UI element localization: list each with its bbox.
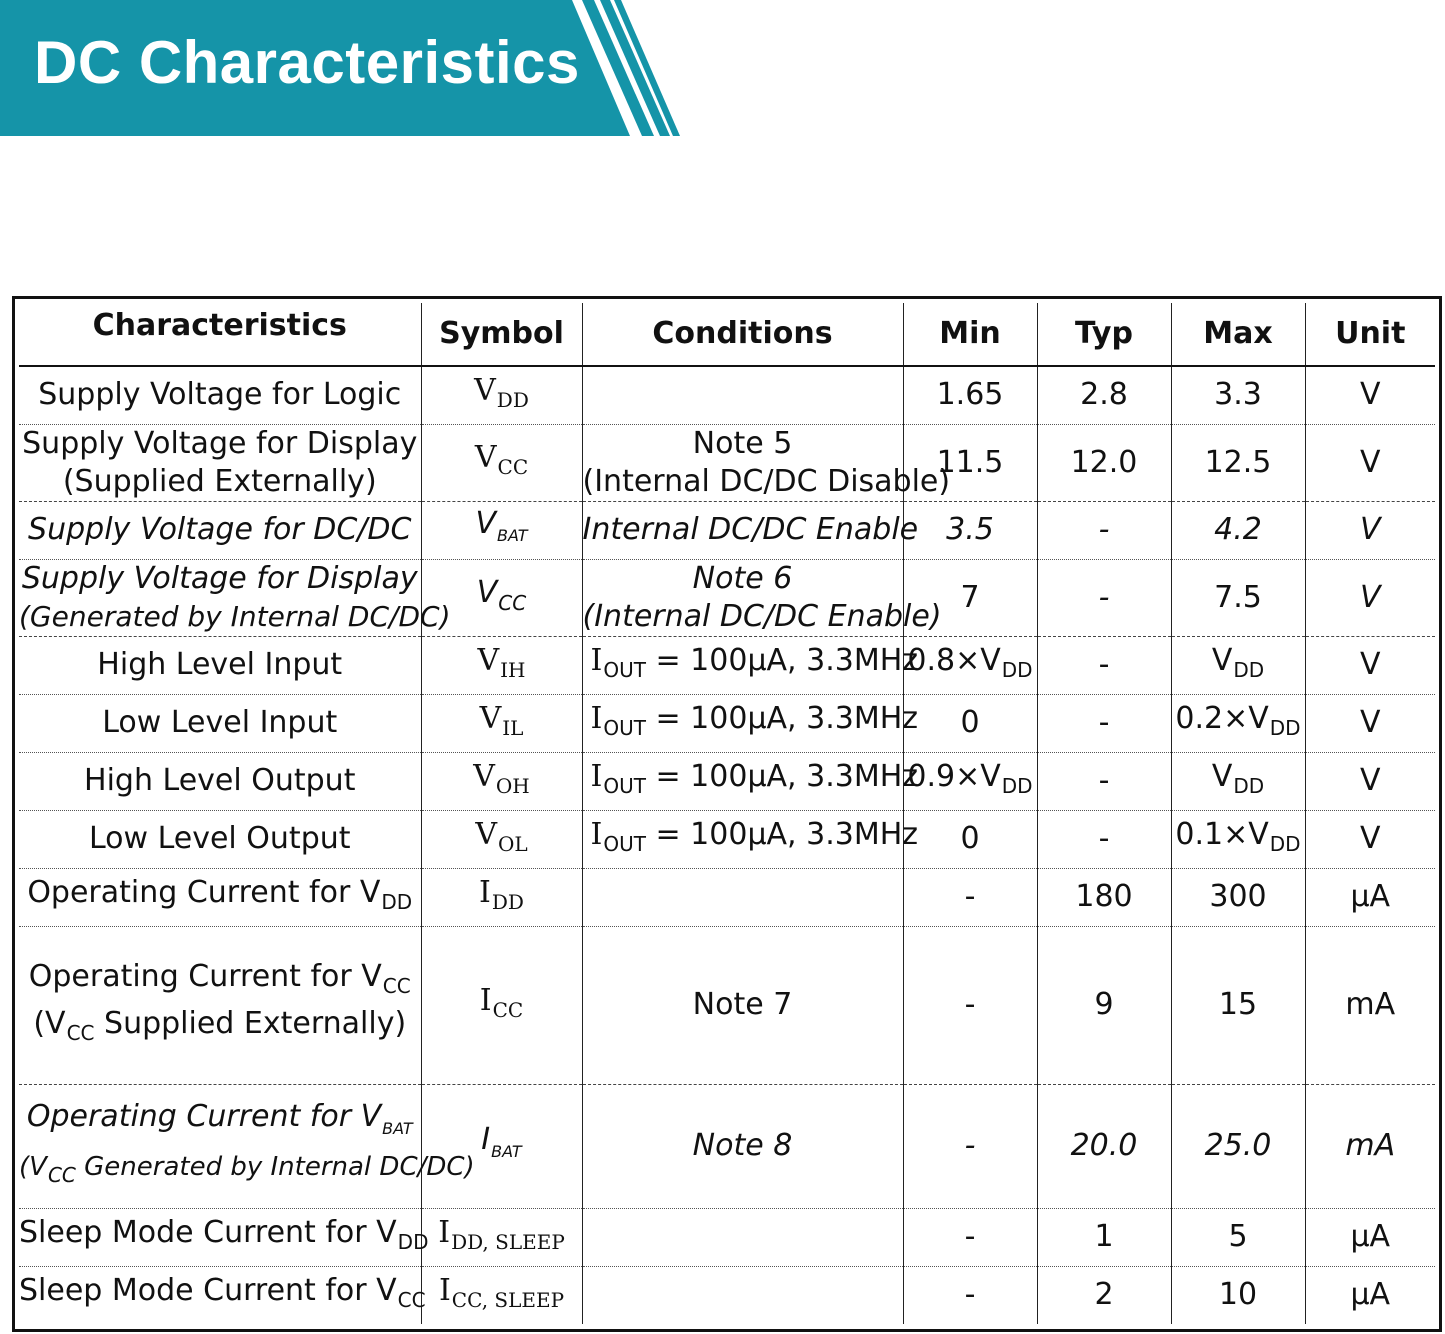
table-row (19, 1208, 1435, 1266)
cell-unit: V (1305, 501, 1435, 559)
cell-max (1171, 694, 1305, 752)
table-row (19, 424, 1435, 501)
condition-subscript: OUT (603, 831, 646, 856)
cell-max: 7.5 (1171, 559, 1305, 636)
min-text: 0.8×V (907, 642, 1001, 678)
min-text: 0.9×V (907, 758, 1001, 794)
cell-conditions (582, 868, 903, 926)
cell-min: - (903, 868, 1037, 926)
cell-conditions (582, 501, 919, 559)
characteristic-line (19, 1005, 421, 1052)
cell-characteristic (19, 424, 421, 501)
cell-characteristic (19, 752, 421, 810)
cell-typ: 2.8 (1037, 366, 1171, 424)
cell-symbol (421, 636, 582, 694)
cell-min: 11.5 (903, 424, 1037, 501)
condition-line: (Internal DC/DC Disable) (582, 463, 951, 499)
symbol-text: V (475, 816, 497, 852)
table-row (19, 694, 1435, 752)
dc-characteristics-table (19, 303, 1435, 1324)
characteristic-text: Low Level Input (102, 705, 338, 740)
cell-characteristic (19, 694, 421, 752)
table-row (19, 1084, 1435, 1208)
cell-min: - (903, 1208, 1037, 1266)
cell-unit: V (1305, 559, 1435, 636)
symbol-subscript: BAT (491, 1142, 522, 1161)
cell-characteristic (19, 636, 421, 694)
characteristic-subscript: BAT (382, 1119, 413, 1138)
characteristic-line: Supply Voltage for Display (22, 425, 418, 461)
cell-min (903, 636, 1037, 694)
condition-text: = 100μA, 3.3MHz (645, 700, 919, 736)
cell-max: 4.2 (1171, 501, 1305, 559)
characteristic-text: Sleep Mode Current for V (19, 1272, 397, 1308)
symbol-subscript: OH (495, 773, 530, 798)
cell-typ: - (1037, 559, 1171, 636)
condition-text: = 100μA, 3.3MHz (645, 642, 919, 678)
cell-conditions (582, 366, 903, 424)
cell-conditions (582, 1208, 903, 1266)
cell-characteristic (19, 926, 421, 1084)
cell-typ: - (1037, 501, 1171, 559)
cell-unit: V (1305, 366, 1435, 424)
condition-line: Note 5 (692, 425, 793, 461)
table-row (19, 366, 1435, 424)
symbol-text: V (479, 700, 502, 736)
characteristic-text: Sleep Mode Current for V (19, 1214, 397, 1250)
condition-subscript: OUT (603, 657, 646, 682)
cell-min: 0 (903, 694, 1037, 752)
cell-typ: - (1037, 810, 1171, 868)
cell-typ: 180 (1037, 868, 1171, 926)
cell-symbol (421, 752, 582, 810)
table-row (19, 1266, 1435, 1324)
cell-conditions (582, 752, 919, 810)
cell-typ: 1 (1037, 1208, 1171, 1266)
condition-line: Internal DC/DC Enable (582, 512, 919, 547)
characteristic-line (19, 1098, 421, 1148)
symbol-subscript: CC (498, 590, 527, 615)
symbol-subscript: IL (502, 715, 524, 740)
cell-conditions (582, 926, 903, 1084)
cell-conditions (582, 1084, 903, 1208)
max-text: V (1211, 758, 1233, 794)
characteristic-text: Supplied Externally) (94, 1006, 407, 1041)
cell-characteristic (19, 1084, 475, 1208)
characteristic-line (19, 1148, 475, 1194)
symbol-text: I (438, 1214, 451, 1250)
condition-symbol: I (590, 642, 603, 678)
cell-max (1171, 636, 1305, 694)
header-conditions: Conditions (582, 303, 903, 366)
characteristic-line: Supply Voltage for Display (21, 560, 418, 596)
cell-max: 15 (1171, 926, 1305, 1084)
cell-conditions (582, 1266, 903, 1324)
cell-conditions (582, 810, 919, 868)
characteristic-line (19, 958, 421, 1005)
max-text: V (1211, 642, 1233, 678)
cell-min: - (903, 1266, 1037, 1324)
characteristic-text: Operating Current for V (27, 874, 381, 910)
symbol-subscript: CC, SLEEP (451, 1287, 565, 1312)
cell-typ: - (1037, 636, 1171, 694)
symbol-subscript: BAT (497, 526, 528, 545)
condition-text: = 100μA, 3.3MHz (645, 816, 919, 852)
cell-unit: μA (1305, 1266, 1435, 1324)
symbol-text: V (474, 440, 497, 475)
cell-conditions (582, 636, 919, 694)
cell-characteristic (19, 559, 451, 636)
symbol-text: I (479, 982, 492, 1018)
symbol-text: V (473, 758, 495, 794)
cell-symbol (421, 424, 582, 501)
max-subscript: DD (1233, 773, 1265, 798)
cell-conditions (582, 559, 942, 636)
header-characteristics: Characteristics (19, 303, 421, 366)
symbol-subscript: DD, SLEEP (451, 1229, 565, 1254)
characteristic-line: (Generated by Internal DC/DC) (19, 599, 451, 633)
table-row (19, 752, 1435, 810)
table-row (19, 810, 1435, 868)
cell-min (903, 752, 1037, 810)
title-banner (0, 0, 680, 136)
cell-characteristic (19, 501, 421, 559)
characteristic-text: (V (19, 1152, 47, 1182)
table-header-row (19, 303, 1435, 366)
condition-symbol: I (590, 758, 603, 794)
cell-unit: V (1305, 636, 1435, 694)
symbol-text: I (481, 1122, 491, 1157)
page-title: DC Characteristics (34, 29, 580, 96)
max-subscript: DD (1269, 831, 1301, 856)
characteristic-text: Supply Voltage for Logic (38, 377, 402, 413)
cell-min: - (903, 1084, 1037, 1208)
characteristic-subscript: DD (397, 1229, 429, 1254)
cell-unit: μA (1305, 1208, 1435, 1266)
characteristic-text: High Level Input (97, 647, 343, 682)
symbol-text: V (475, 506, 496, 541)
characteristic-text: Supply Voltage for DC/DC (28, 512, 412, 547)
cell-min: 0 (903, 810, 1037, 868)
characteristic-subscript: CC (382, 974, 411, 998)
header-unit: Unit (1305, 303, 1435, 366)
cell-typ: - (1037, 694, 1171, 752)
condition-text: = 100μA, 3.3MHz (645, 758, 919, 794)
header-min: Min (903, 303, 1037, 366)
condition-line: (Internal DC/DC Enable) (582, 598, 942, 634)
cell-max (1171, 810, 1305, 868)
cell-min: 3.5 (903, 501, 1037, 559)
cell-unit: mA (1305, 926, 1435, 1084)
symbol-subscript: DD (496, 387, 529, 412)
cell-unit: mA (1305, 1084, 1435, 1208)
cell-symbol (421, 1084, 582, 1208)
header-max: Max (1171, 303, 1305, 366)
table-row (19, 636, 1435, 694)
symbol-text: V (477, 642, 500, 678)
cell-symbol (421, 926, 582, 1084)
cell-unit: V (1305, 810, 1435, 868)
cell-min: 7 (903, 559, 1037, 636)
header-symbol: Symbol (421, 303, 582, 366)
symbol-subscript: CC (497, 455, 529, 479)
characteristic-text: Low Level Output (88, 821, 351, 856)
cell-max: 300 (1171, 868, 1305, 926)
symbol-subscript: DD (491, 889, 524, 914)
characteristic-subscript: CC (397, 1287, 426, 1312)
cell-typ: - (1037, 752, 1171, 810)
cell-typ: 2 (1037, 1266, 1171, 1324)
condition-subscript: OUT (603, 715, 646, 740)
cell-typ: 9 (1037, 926, 1171, 1084)
cell-max: 25.0 (1171, 1084, 1305, 1208)
cell-symbol (421, 1208, 582, 1266)
cell-max: 12.5 (1171, 424, 1305, 501)
cell-characteristic (19, 1208, 429, 1266)
table-row (19, 559, 1435, 636)
cell-unit: V (1305, 694, 1435, 752)
characteristic-text: Generated by Internal DC/DC) (75, 1152, 475, 1182)
characteristic-subscript: DD (381, 889, 413, 914)
cell-unit: μA (1305, 868, 1435, 926)
characteristic-text: Operating Current for V (26, 1099, 382, 1134)
symbol-subscript: IH (500, 657, 526, 682)
symbol-subscript: CC (492, 997, 524, 1022)
cell-typ: 20.0 (1037, 1084, 1171, 1208)
cell-min: - (903, 926, 1037, 1084)
max-subscript: DD (1269, 715, 1301, 740)
cell-max (1171, 752, 1305, 810)
cell-symbol (421, 1266, 582, 1324)
min-subscript: DD (1001, 773, 1033, 798)
cell-characteristic (19, 810, 421, 868)
table-row (19, 926, 1435, 1084)
symbol-text: I (438, 1272, 451, 1308)
cell-max: 3.3 (1171, 366, 1305, 424)
cell-symbol (421, 868, 582, 926)
cell-unit: V (1305, 752, 1435, 810)
cell-min: 1.65 (903, 366, 1037, 424)
cell-symbol (421, 501, 582, 559)
symbol-subscript: OL (497, 831, 528, 856)
max-text: 0.2×V (1175, 700, 1269, 736)
cell-symbol (421, 366, 582, 424)
symbol-text: I (479, 874, 491, 910)
max-text: 0.1×V (1175, 816, 1269, 852)
table-row (19, 501, 1435, 559)
max-subscript: DD (1233, 657, 1265, 682)
cell-characteristic (19, 366, 421, 424)
cell-conditions (582, 694, 919, 752)
condition-symbol: I (590, 700, 603, 736)
cell-unit: V (1305, 424, 1435, 501)
symbol-text: V (474, 372, 496, 408)
characteristic-line: (Supplied Externally) (62, 463, 377, 499)
cell-symbol (421, 694, 582, 752)
condition-subscript: OUT (603, 773, 646, 798)
condition-symbol: I (590, 816, 603, 852)
condition-line: Note 7 (692, 987, 793, 1022)
characteristic-subscript: CC (47, 1163, 76, 1187)
cell-symbol (421, 810, 582, 868)
symbol-text: V (476, 574, 498, 610)
condition-line: Note 6 (692, 560, 793, 596)
table-row (19, 868, 1435, 926)
characteristic-text: Operating Current for V (28, 959, 382, 994)
cell-max: 10 (1171, 1266, 1305, 1324)
cell-characteristic (19, 1266, 426, 1324)
characteristic-text: (V (33, 1006, 66, 1041)
cell-max: 5 (1171, 1208, 1305, 1266)
cell-typ: 12.0 (1037, 424, 1171, 501)
condition-line: Note 8 (692, 1128, 793, 1163)
header-typ: Typ (1037, 303, 1171, 366)
cell-characteristic (19, 868, 421, 926)
min-subscript: DD (1001, 657, 1033, 682)
characteristic-text: High Level Output (84, 763, 356, 798)
cell-conditions (582, 424, 951, 501)
characteristic-subscript: CC (66, 1021, 95, 1045)
